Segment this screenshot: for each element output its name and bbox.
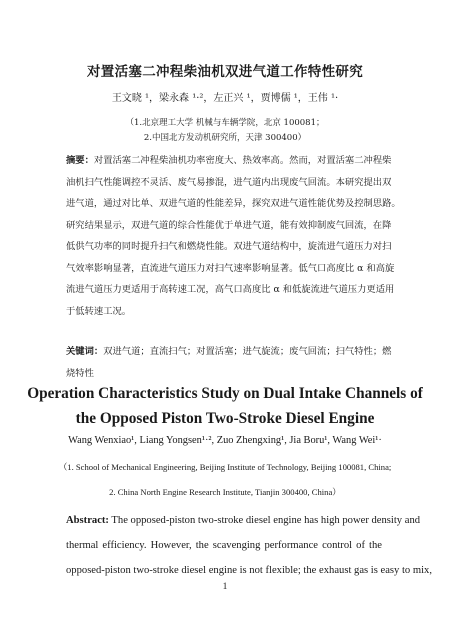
abstract-en-line: The opposed-piston two-stroke diesel engine has high power density and [111,515,421,526]
affiliation-en-1: （1. School of Mechanical Engineering, Beijing Institute of Technology, Beijing 100081, China; [58,462,392,472]
paper-title-cn: 对置活塞二冲程柴油机双进气道工作特性研究 [87,64,363,80]
abstract-cn-line: 低供气功率的同时提升扫气和燃烧性能。双进气道结构中，旋流进气道压力对扫 [66,241,392,252]
keywords-cn-label: 关键词： [66,346,104,357]
abstract-cn-line: 于低转速工况。 [66,305,132,317]
affiliation-cn-2: 2.中国北方发动机研究所，天津 300400） [143,133,307,143]
abstract-cn-label: 摘要： [66,155,94,166]
abstract-en-line: thermal efficiency. However, the scavenging performance control of the [66,540,382,551]
keywords-cn-line: 烧特性 [66,367,94,379]
author-list-en: Wang Wenxiao¹, Liang Yongsen¹·², Zuo Zhengxing¹, Jia Boru¹, Wang Wei¹· [68,435,382,446]
affiliation-cn-1: （1.北京理工大学 机械与车辆学院，北京 100081； [125,118,325,128]
affiliation-en-2: 2. China North Engine Research Institute, Tianjin 300400, China） [109,487,341,497]
abstract-cn-line: 对置活塞二冲程柴油机功率密度大、热效率高。然而，对置活塞二冲程柴 [93,155,392,166]
abstract-cn [66,150,401,322]
abstract-cn-line: 油机扫气性能调控不灵活、废气易掺混，进气道内出现废气回流。本研究提出双 [66,176,392,188]
abstract-cn-line: 气效率影响显著，直流进气道压力对扫气速率影响显著。低气口高度比 α 和高旋 [66,262,395,274]
abstract-cn-line: 进气道，通过对比单、双进气道的性能差异，探究双进气道性能优势及控制思路。 [66,198,401,209]
paper-title-en-line-2: the Opposed Piston Two-Stroke Diesel Engine [75,410,375,427]
author-list-cn: 王文晓 ¹，梁永森 ¹·²，左正兴 ¹，贾博儒 ¹，王伟 ¹· [111,93,339,104]
abstract-en-line: opposed-piston two-stroke diesel engine is not flexible; the exhaust gas is easy to mix, [66,565,433,576]
paper-title-en-line-1: Operation Characteristics Study on Dual Intake Channels of [27,385,423,402]
abstract-en [66,508,433,583]
keywords-cn [66,341,392,384]
keywords-cn-line: 双进气道；直流扫气；对置活塞；进气旋流；废气回流；扫气特性；燃 [103,346,392,357]
page-number: 1 [222,582,228,592]
abstract-en-label: Abstract: [66,515,109,526]
abstract-cn-line: 流进气道压力更适用于高转速工况，高气口高度比 α 和低旋流进气道压力更适用 [66,284,395,295]
abstract-cn-line: 研究结果显示，双进气道的综合性能优于单进气道，能有效抑制废气回流，在降 [66,219,392,231]
